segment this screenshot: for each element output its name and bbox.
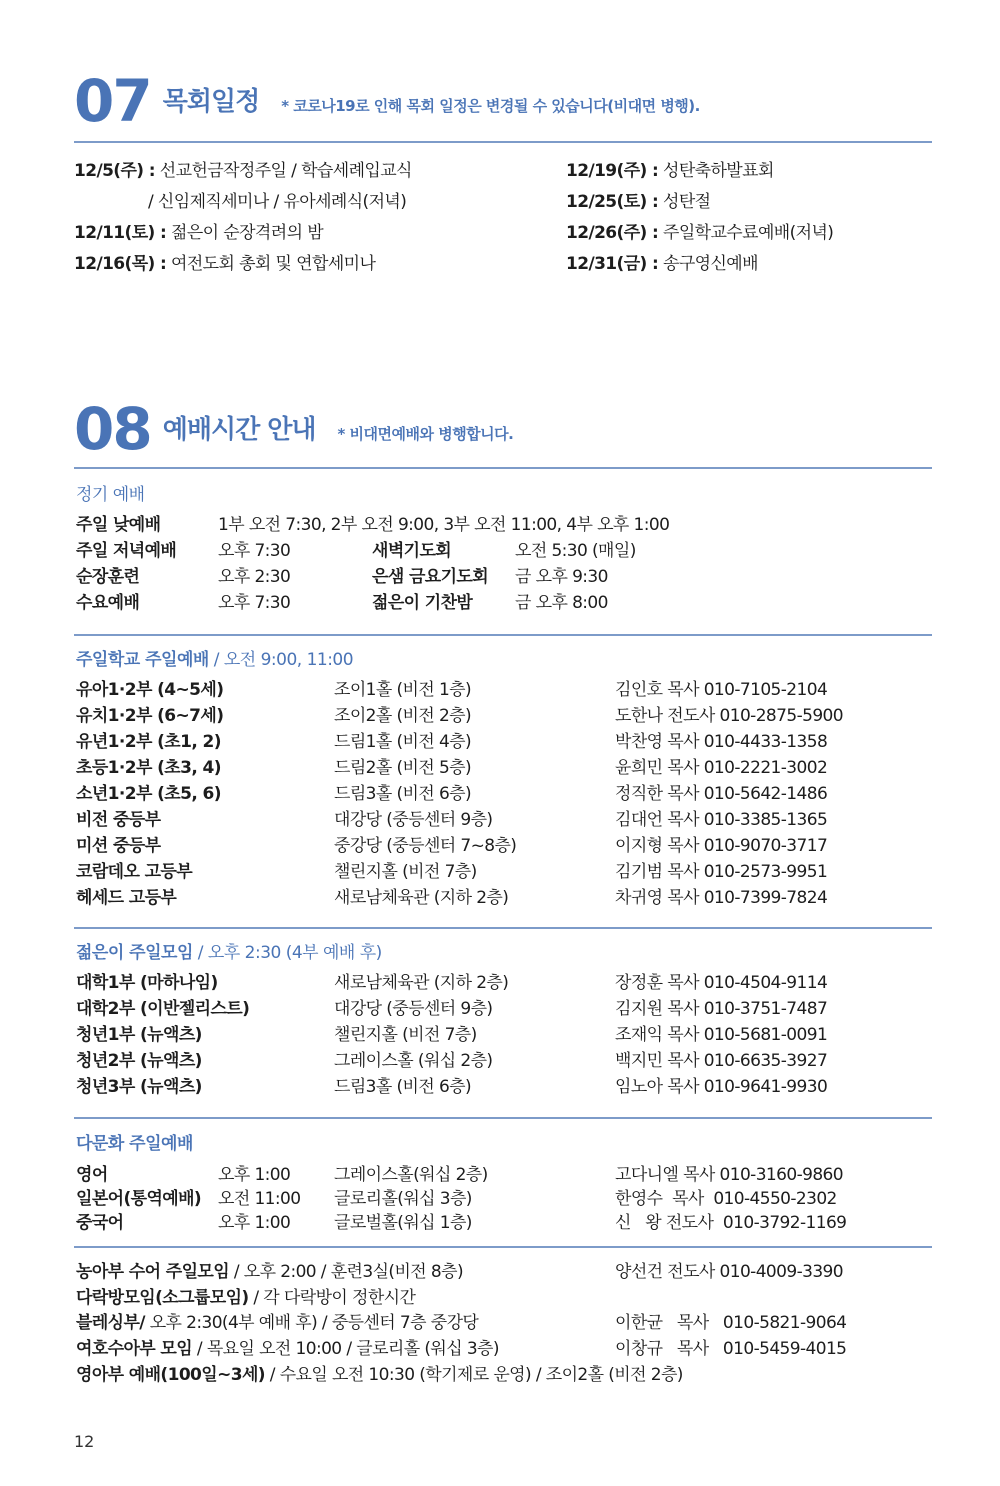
dept-place: 새로남체육관 (지하 2층) bbox=[334, 888, 509, 908]
service-contact: 고다니엘 목사 010-3160-9860 bbox=[615, 1165, 843, 1185]
divider bbox=[74, 1117, 932, 1119]
dept-contact: 윤희민 목사 010-2221-3002 bbox=[615, 758, 828, 778]
divider bbox=[74, 467, 932, 469]
divider bbox=[74, 927, 932, 929]
dept-place: 드림3홀 (비전 6층) bbox=[334, 1077, 472, 1097]
language-name: 영어 bbox=[76, 1165, 108, 1185]
dept-contact: 임노아 목사 010-9641-9930 bbox=[615, 1077, 828, 1097]
schedule-item: 12/31(금) : 송구영신예배 bbox=[566, 254, 758, 274]
service-place: 글로리홀(워십 3층) bbox=[334, 1189, 472, 1209]
dept-contact: 박찬영 목사 010-4433-1358 bbox=[615, 732, 828, 752]
dept-place: 드림1홀 (비전 4층) bbox=[334, 732, 472, 752]
dept-contact: 김기범 목사 010-2573-9951 bbox=[615, 862, 828, 882]
service-name: 젊은이 기찬밤 bbox=[372, 593, 473, 613]
divider bbox=[74, 141, 932, 143]
meeting-contact: 이창규 목사 010-5459-4015 bbox=[615, 1339, 847, 1359]
schedule-item: 12/16(목) : 여전도회 총회 및 연합세미나 bbox=[74, 254, 376, 274]
service-name: 은샘 금요기도회 bbox=[372, 567, 489, 587]
service-time: 오후 1:00 bbox=[218, 1165, 291, 1185]
service-time: 오후 7:30 bbox=[218, 593, 291, 613]
dept-name: 미션 중등부 bbox=[76, 836, 161, 856]
dept-place: 대강당 (중등센터 9층) bbox=[334, 810, 493, 830]
dept-name: 대학1부 (마하나임) bbox=[76, 973, 218, 993]
dept-contact: 정직한 목사 010-5642-1486 bbox=[615, 784, 828, 804]
service-time: 금 오후 9:30 bbox=[515, 567, 608, 587]
schedule-item: / 신임제직세미나 / 유아세례식(저녁) bbox=[148, 192, 407, 212]
section-07-header bbox=[74, 60, 700, 135]
dept-place: 새로남체육관 (지하 2층) bbox=[334, 973, 509, 993]
dept-name: 코람데오 고등부 bbox=[76, 862, 193, 882]
dept-place: 그레이스홀 (워십 2층) bbox=[334, 1051, 493, 1071]
service-name: 수요예배 bbox=[76, 593, 140, 613]
meeting-item: 농아부 수어 주일모임 / 오후 2:00 / 훈련3실(비전 8층) bbox=[76, 1262, 463, 1282]
dept-place: 조이2홀 (비전 2층) bbox=[334, 706, 472, 726]
service-time: 오전 5:30 (매일) bbox=[515, 541, 636, 561]
schedule-item: 12/11(토) : 젊은이 순장격려의 밤 bbox=[74, 223, 324, 243]
service-name: 순장훈련 bbox=[76, 567, 140, 587]
dept-name: 소년1·2부 (초5, 6) bbox=[76, 784, 221, 804]
service-time: 오후 1:00 bbox=[218, 1213, 291, 1233]
dept-name: 청년3부 (뉴액츠) bbox=[76, 1077, 202, 1097]
dept-name: 초등1·2부 (초3, 4) bbox=[76, 758, 221, 778]
dept-contact: 김인호 목사 010-7105-2104 bbox=[615, 680, 828, 700]
divider bbox=[74, 1246, 932, 1248]
meeting-contact: 양선건 전도사 010-4009-3390 bbox=[615, 1262, 843, 1282]
subsection-title-multicultural: 다문화 주일예배 bbox=[76, 1134, 193, 1154]
dept-contact: 차귀영 목사 010-7399-7824 bbox=[615, 888, 828, 908]
service-time: 오전 11:00 bbox=[218, 1189, 301, 1209]
dept-name: 유아1·2부 (4~5세) bbox=[76, 680, 224, 700]
subsection-title-sunday-school: 주일학교 주일예배 / 오전 9:00, 11:00 bbox=[76, 650, 354, 670]
meeting-item: 영아부 예배(100일~3세) / 수요일 오전 10:30 (학기제로 운영) / 조이2홀 (비전 2층) bbox=[76, 1365, 683, 1385]
service-time: 1부 오전 7:30, 2부 오전 9:00, 3부 오전 11:00, 4부 오후 1:00 bbox=[218, 515, 670, 535]
section-note: * 코로나19로 인해 목회 일정은 변경될 수 있습니다(비대면 병행). bbox=[281, 97, 700, 115]
schedule-item: 12/19(주) : 성탄축하발표회 bbox=[566, 161, 774, 181]
section-title: 목회일정 bbox=[162, 87, 260, 117]
dept-place: 챌린지홀 (비전 7층) bbox=[334, 862, 477, 882]
dept-contact: 조재익 목사 010-5681-0091 bbox=[615, 1025, 828, 1045]
schedule-item: 12/5(주) : 선교헌금작정주일 / 학습세례입교식 bbox=[74, 161, 412, 181]
dept-contact: 김대언 목사 010-3385-1365 bbox=[615, 810, 828, 830]
subsection-title-youth: 젊은이 주일모임 / 오후 2:30 (4부 예배 후) bbox=[76, 943, 382, 963]
service-name: 새벽기도회 bbox=[372, 541, 452, 561]
dept-place: 대강당 (중등센터 9층) bbox=[334, 999, 493, 1019]
dept-place: 조이1홀 (비전 1층) bbox=[334, 680, 472, 700]
dept-name: 청년1부 (뉴액츠) bbox=[76, 1025, 202, 1045]
service-time: 오후 2:30 bbox=[218, 567, 291, 587]
dept-contact: 도한나 전도사 010-2875-5900 bbox=[615, 706, 843, 726]
dept-name: 헤세드 고등부 bbox=[76, 888, 177, 908]
language-name: 일본어(통역예배) bbox=[76, 1189, 202, 1209]
dept-name: 비전 중등부 bbox=[76, 810, 161, 830]
dept-place: 드림2홀 (비전 5층) bbox=[334, 758, 472, 778]
meeting-item: 블레싱부/ 오후 2:30(4부 예배 후) / 중등센터 7층 중강당 bbox=[76, 1313, 479, 1333]
dept-place: 챌린지홀 (비전 7층) bbox=[334, 1025, 477, 1045]
dept-name: 청년2부 (뉴액츠) bbox=[76, 1051, 202, 1071]
section-note: * 비대면예배와 병행합니다. bbox=[337, 425, 514, 443]
section-08-header bbox=[74, 388, 514, 463]
dept-contact: 백지민 목사 010-6635-3927 bbox=[615, 1051, 828, 1071]
meeting-contact: 이한균 목사 010-5821-9064 bbox=[615, 1313, 847, 1333]
dept-name: 대학2부 (이반젤리스트) bbox=[76, 999, 250, 1019]
dept-name: 유치1·2부 (6~7세) bbox=[76, 706, 224, 726]
dept-contact: 장정훈 목사 010-4504-9114 bbox=[615, 973, 828, 993]
page-number: 12 bbox=[74, 1432, 95, 1451]
service-place: 글로벌홀(워십 1층) bbox=[334, 1213, 472, 1233]
section-number: 08 bbox=[74, 395, 151, 463]
subsection-title-regular: 정기 예배 bbox=[76, 485, 145, 505]
meeting-item: 다락방모임(소그룹모임) / 각 다락방이 정한시간 bbox=[76, 1288, 416, 1308]
service-name: 주일 낮예배 bbox=[76, 515, 161, 535]
section-title: 예배시간 안내 bbox=[162, 415, 316, 445]
section-number: 07 bbox=[74, 67, 151, 135]
service-time: 오후 7:30 bbox=[218, 541, 291, 561]
divider bbox=[74, 634, 932, 636]
dept-name: 유년1·2부 (초1, 2) bbox=[76, 732, 221, 752]
schedule-item: 12/26(주) : 주일학교수료예배(저녁) bbox=[566, 223, 834, 243]
dept-place: 중강당 (중등센터 7~8층) bbox=[334, 836, 517, 856]
dept-contact: 이지형 목사 010-9070-3717 bbox=[615, 836, 828, 856]
meeting-item: 여호수아부 모임 / 목요일 오전 10:00 / 글로리홀 (워십 3층) bbox=[76, 1339, 499, 1359]
dept-place: 드림3홀 (비전 6층) bbox=[334, 784, 472, 804]
schedule-item: 12/25(토) : 성탄절 bbox=[566, 192, 711, 212]
language-name: 중국어 bbox=[76, 1213, 124, 1233]
service-time: 금 오후 8:00 bbox=[515, 593, 608, 613]
service-name: 주일 저녁예배 bbox=[76, 541, 177, 561]
service-place: 그레이스홀(워십 2층) bbox=[334, 1165, 488, 1185]
service-contact: 한영수 목사 010-4550-2302 bbox=[615, 1189, 837, 1209]
service-contact: 신 왕 전도사 010-3792-1169 bbox=[615, 1213, 847, 1233]
dept-contact: 김지원 목사 010-3751-7487 bbox=[615, 999, 828, 1019]
